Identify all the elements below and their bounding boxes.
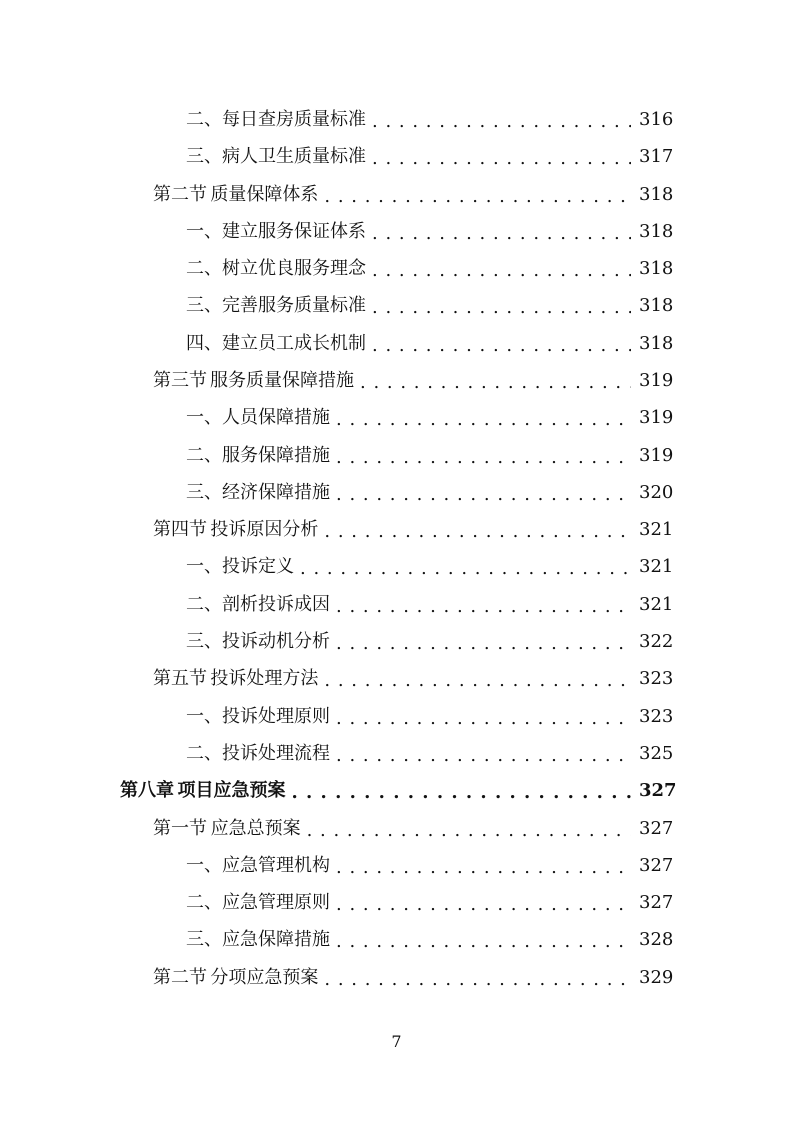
toc-entry[interactable]	[153, 660, 673, 697]
toc-entry-page: 323	[639, 705, 674, 727]
toc-entry-prefix: 二、	[186, 742, 222, 764]
toc-entry[interactable]	[186, 884, 673, 921]
toc-entry-page: 327	[639, 779, 677, 801]
toc-entry-page: 321	[639, 518, 674, 540]
toc-entry-page: 320	[639, 481, 674, 503]
toc-entry-title: 应急管理机构	[222, 854, 330, 876]
toc-entry-prefix: 一、	[186, 220, 222, 242]
toc-entry-title: 剖析投诉成因	[222, 593, 330, 615]
toc-entry-title: 项目应急预案	[177, 779, 286, 801]
toc-entry[interactable]	[186, 474, 673, 511]
toc-leader-dots	[372, 112, 631, 132]
toc-entry-prefix: 三、	[186, 928, 222, 950]
toc-entry-page: 325	[639, 742, 674, 764]
toc-leader-dots	[336, 932, 631, 952]
toc-entry[interactable]	[186, 101, 673, 138]
toc-entry[interactable]	[153, 362, 673, 399]
toc-entry-title: 树立优良服务理念	[222, 257, 366, 279]
toc-entry-title: 投诉处理方法	[210, 667, 319, 689]
toc-entry-page: 323	[639, 667, 674, 689]
toc-entry[interactable]	[186, 213, 673, 250]
toc-entry-page: 321	[639, 555, 674, 577]
toc-leader-dots	[291, 783, 631, 803]
toc-entry-page: 318	[639, 257, 674, 279]
toc-entry-title: 服务保障措施	[222, 444, 330, 466]
toc-leader-dots	[336, 448, 631, 468]
toc-leader-dots	[372, 336, 631, 356]
toc-entry-title: 应急保障措施	[222, 928, 330, 950]
toc-leader-dots	[336, 597, 631, 617]
toc-entry-prefix: 二、	[186, 891, 222, 913]
toc-entry-prefix: 一、	[186, 854, 222, 876]
toc-entry[interactable]	[186, 437, 673, 474]
toc-entry[interactable]	[186, 847, 673, 884]
toc-entry-prefix: 三、	[186, 294, 222, 316]
toc-entry-prefix: 第二节	[153, 183, 207, 205]
toc-entry[interactable]	[186, 399, 673, 436]
toc-entry-page: 318	[639, 220, 674, 242]
toc-entry-prefix: 二、	[186, 444, 222, 466]
toc-entry-prefix: 一、	[186, 705, 222, 727]
toc-entry-title: 经济保障措施	[222, 481, 330, 503]
toc-entry[interactable]	[186, 921, 673, 958]
toc-entry[interactable]	[186, 623, 673, 660]
toc-leader-dots	[336, 746, 631, 766]
toc-leader-dots	[336, 410, 631, 430]
toc-entry-page: 328	[639, 928, 674, 950]
toc-entry[interactable]	[186, 325, 673, 362]
toc-entry[interactable]	[186, 287, 673, 324]
page-number: 7	[391, 1032, 402, 1051]
toc-entry-prefix: 第四节	[153, 518, 207, 540]
toc-entry-title: 投诉处理原则	[222, 705, 330, 727]
toc-entry-title: 分项应急预案	[210, 966, 319, 988]
toc-entry-page: 319	[639, 406, 674, 428]
toc-entry-page: 322	[639, 630, 674, 652]
toc-entry-prefix: 第三节	[153, 369, 207, 391]
toc-entry-title: 投诉定义	[222, 555, 294, 577]
toc-entry-prefix: 三、	[186, 630, 222, 652]
toc-leader-dots	[324, 187, 631, 207]
toc-chapter-entry[interactable]	[120, 772, 677, 809]
toc-entry-title: 建立员工成长机制	[222, 332, 366, 354]
toc-entry-page: 321	[639, 593, 674, 615]
toc-entry-page: 327	[639, 854, 674, 876]
toc-leader-dots	[300, 559, 631, 579]
toc-entry[interactable]	[153, 176, 673, 213]
toc-entry-page: 329	[639, 966, 674, 988]
toc-leader-dots	[324, 970, 631, 990]
toc-entry-page: 327	[639, 817, 674, 839]
toc-entry-page: 327	[639, 891, 674, 913]
toc-leader-dots	[324, 671, 631, 691]
toc-entry-page: 318	[639, 332, 674, 354]
toc-leader-dots	[336, 634, 631, 654]
toc-leader-dots	[336, 858, 631, 878]
toc-entry-title: 人员保障措施	[222, 406, 330, 428]
toc-entry-prefix: 第五节	[153, 667, 207, 689]
toc-entry-prefix: 第八章	[120, 779, 174, 801]
toc-entry-page: 319	[639, 369, 674, 391]
toc-entry-page: 319	[639, 444, 674, 466]
toc-entry-title: 建立服务保证体系	[222, 220, 366, 242]
toc-entry[interactable]	[186, 250, 673, 287]
toc-entry-prefix: 二、	[186, 593, 222, 615]
toc-entry-page: 316	[639, 108, 674, 130]
toc-leader-dots	[372, 149, 631, 169]
toc-entry-title: 投诉处理流程	[222, 742, 330, 764]
toc-entry[interactable]	[186, 548, 673, 585]
toc-leader-dots	[336, 709, 631, 729]
toc-entry-prefix: 二、	[186, 257, 222, 279]
toc-leader-dots	[372, 261, 631, 281]
toc-entry-title: 质量保障体系	[210, 183, 319, 205]
toc-leader-dots	[324, 522, 631, 542]
toc-entry[interactable]	[186, 735, 673, 772]
toc-entry-page: 318	[639, 294, 674, 316]
toc-entry-prefix: 第二节	[153, 966, 207, 988]
toc-entry-title: 完善服务质量标准	[222, 294, 366, 316]
toc-entry[interactable]	[186, 138, 673, 175]
toc-entry[interactable]	[186, 698, 673, 735]
toc-entry-prefix: 一、	[186, 406, 222, 428]
toc-entry-prefix: 第一节	[153, 817, 207, 839]
toc-entry-title: 服务质量保障措施	[210, 369, 354, 391]
toc-leader-dots	[372, 224, 631, 244]
toc-leader-dots	[360, 373, 631, 393]
toc-entry-title: 应急管理原则	[222, 891, 330, 913]
toc-leader-dots	[372, 298, 631, 318]
toc-entry-prefix: 四、	[186, 332, 222, 354]
toc-entry-prefix: 三、	[186, 145, 222, 167]
toc-entry[interactable]	[153, 810, 673, 847]
toc-entry-prefix: 二、	[186, 108, 222, 130]
toc-entry-page: 317	[639, 145, 674, 167]
toc-entry-title: 每日查房质量标准	[222, 108, 366, 130]
toc-entry-prefix: 一、	[186, 555, 222, 577]
toc-entry-title: 病人卫生质量标准	[222, 145, 366, 167]
toc-entry-page: 318	[639, 183, 674, 205]
toc-entry[interactable]	[153, 511, 673, 548]
toc-entry-title: 投诉动机分析	[222, 630, 330, 652]
toc-entry-title: 投诉原因分析	[210, 518, 319, 540]
toc-entry-prefix: 三、	[186, 481, 222, 503]
toc-leader-dots	[307, 821, 631, 841]
toc-entry[interactable]	[186, 586, 673, 623]
toc-entry[interactable]	[153, 959, 673, 996]
toc-leader-dots	[336, 485, 631, 505]
toc-leader-dots	[336, 895, 631, 915]
toc-entry-title: 应急总预案	[210, 817, 301, 839]
